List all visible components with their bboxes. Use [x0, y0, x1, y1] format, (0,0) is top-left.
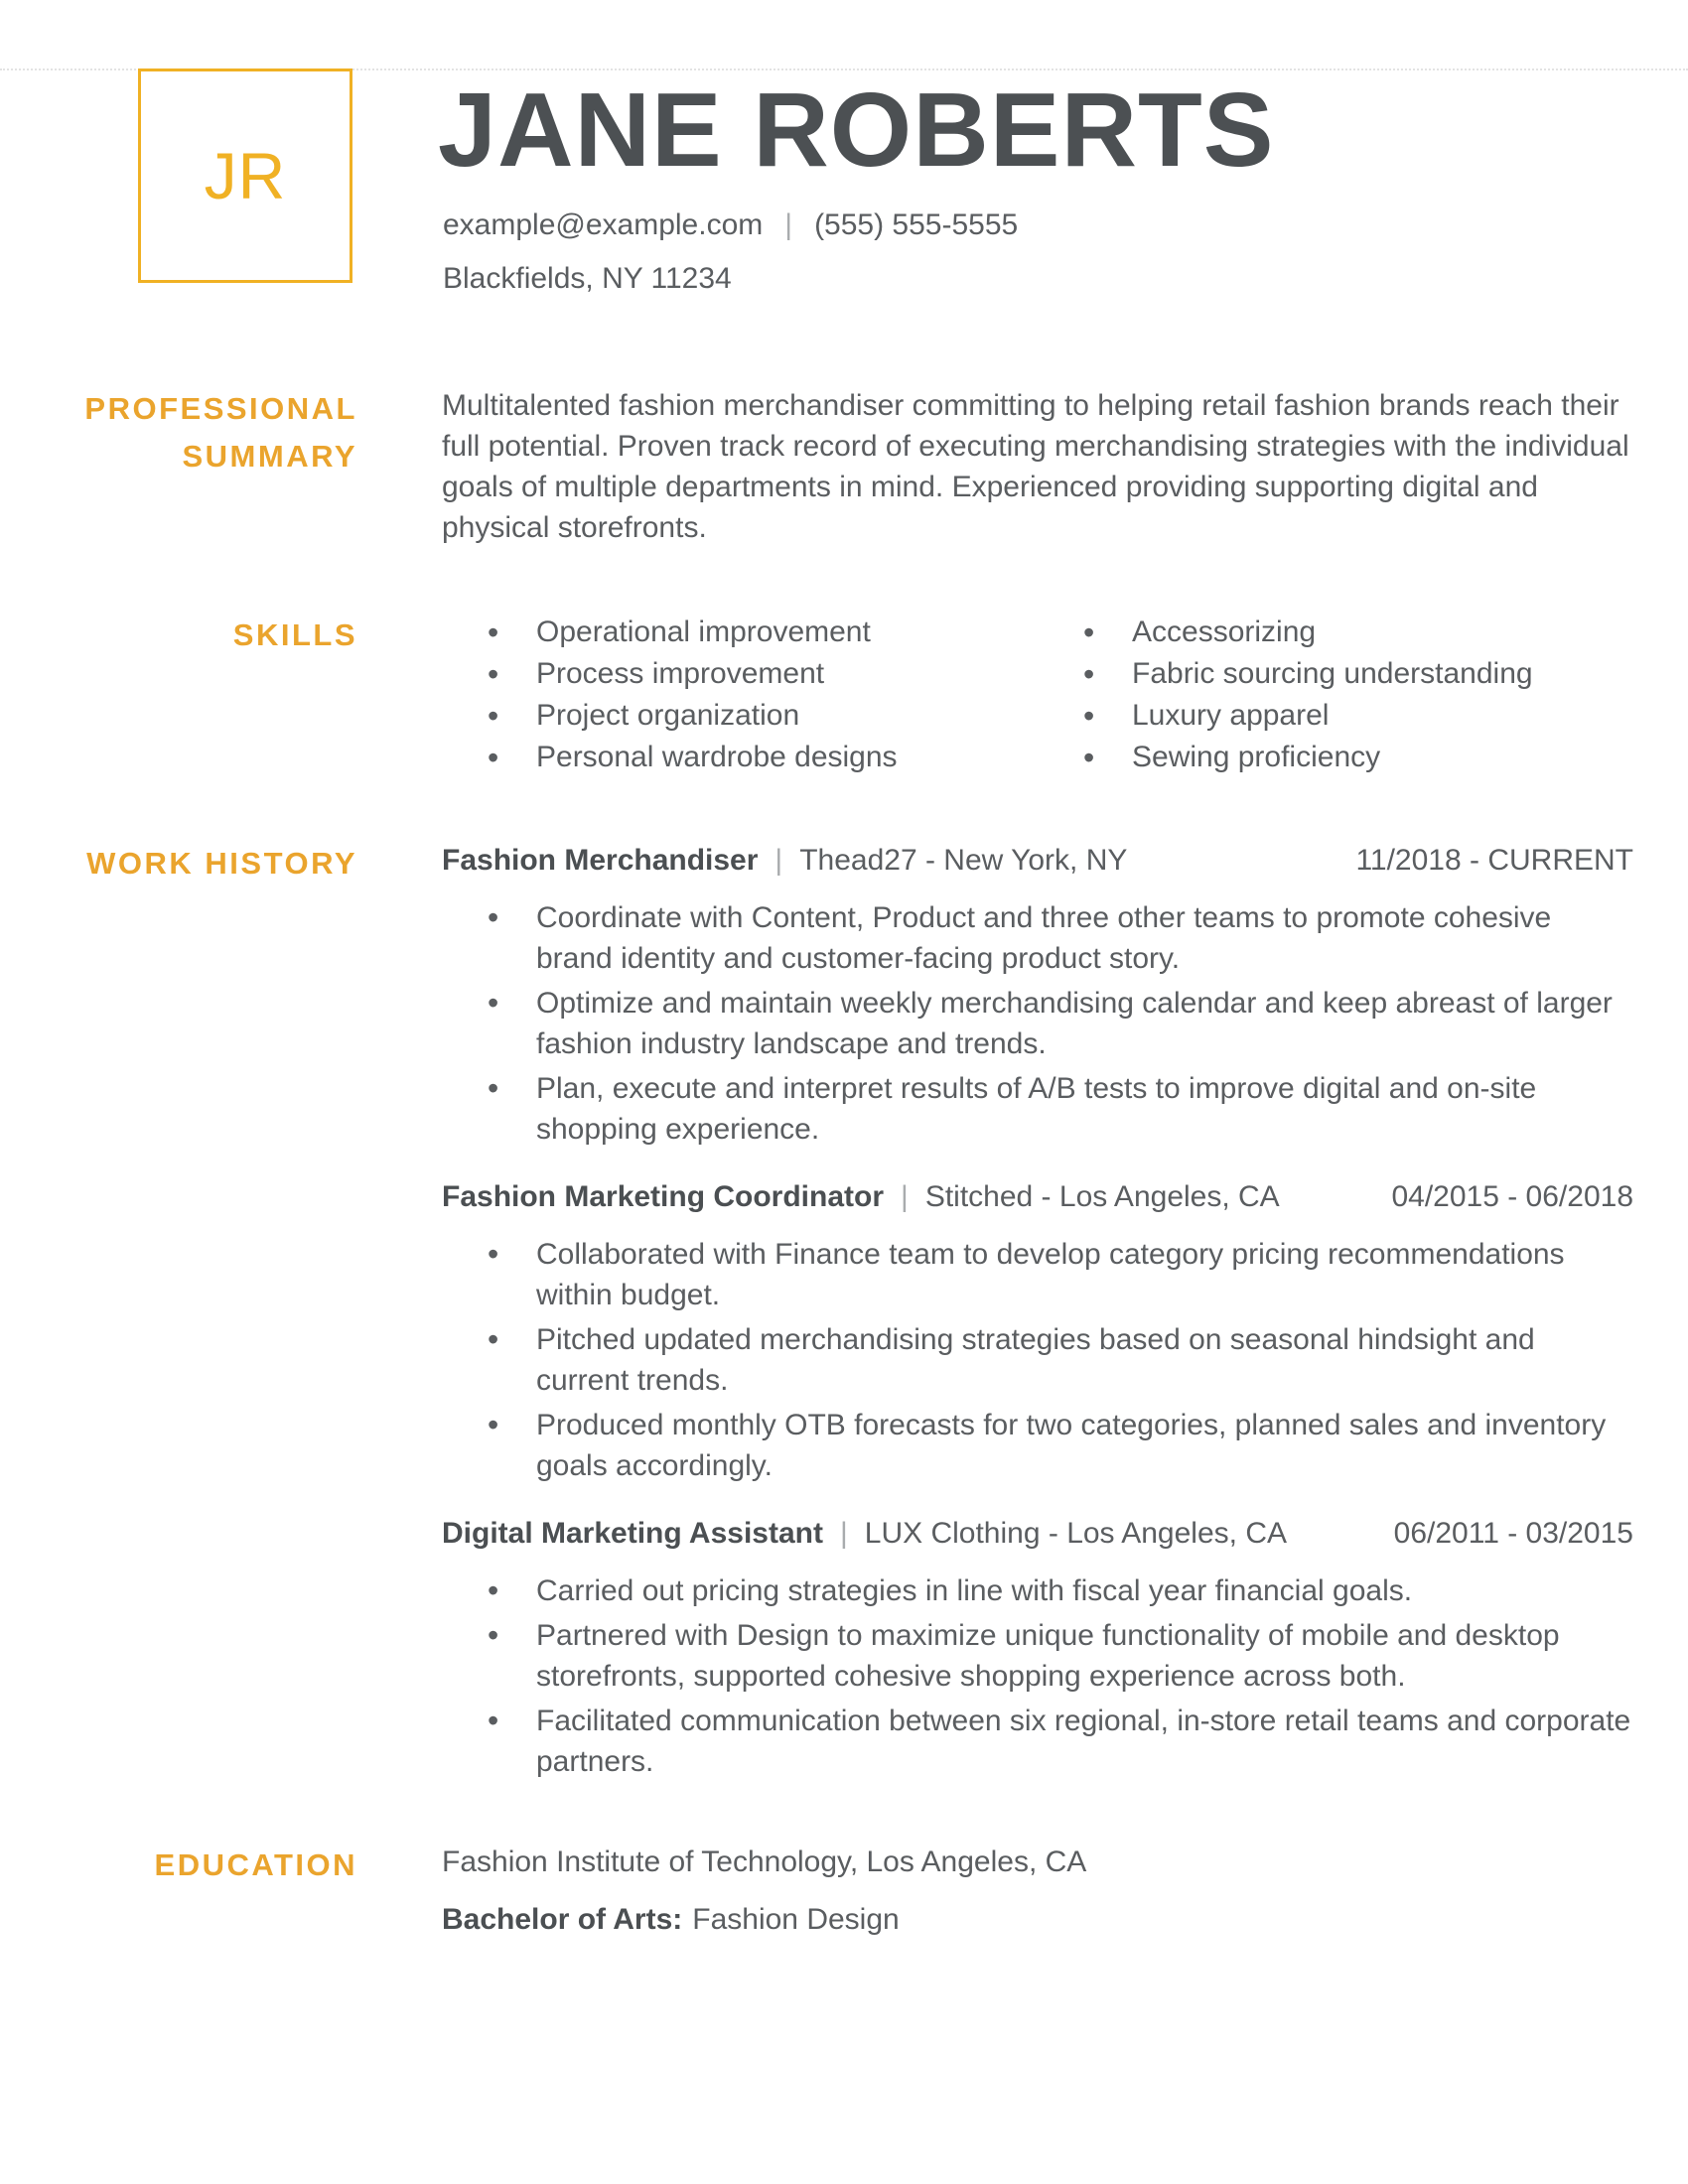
bullet-icon: •	[488, 1407, 499, 1442]
skill-item-text: Personal wardrobe designs	[536, 741, 898, 773]
bullet-icon: •	[488, 614, 499, 650]
job-title: Fashion Merchandiser	[442, 844, 759, 877]
bullet-icon: •	[488, 1617, 499, 1653]
job-bullet-text: Pitched updated merchandising strategies based on seasonal hindsight and current trends.	[536, 1323, 1535, 1397]
education-degree-line	[442, 1899, 1633, 1940]
job-title: Fashion Marketing Coordinator	[442, 1180, 885, 1213]
education-field: Fashion Design	[692, 1903, 900, 1936]
job-bullet-list	[442, 897, 1633, 1150]
job-dates: 04/2015 - 06/2018	[1391, 1180, 1633, 1213]
skills-column-1	[442, 612, 1038, 778]
job-bullet	[442, 1068, 1633, 1150]
job-bullet-text: Facilitated communication between six regional, in-store retail teams and corporate partners.	[536, 1705, 1631, 1778]
section-work-history	[0, 840, 1688, 1809]
job-entry	[442, 1176, 1633, 1486]
job-dates: 06/2011 - 03/2015	[1393, 1517, 1633, 1550]
job-header	[442, 840, 1633, 881]
skill-item-text: Process improvement	[536, 657, 825, 690]
job-bullet	[442, 983, 1633, 1064]
job-bullet	[442, 897, 1633, 979]
bullet-icon: •	[1083, 740, 1095, 775]
job-bullet-text: Optimize and maintain weekly merchandising calendar and keep abreast of larger fashion industry landscape and trends.	[536, 987, 1613, 1060]
section-label-skills: SKILLS	[232, 617, 357, 652]
bullet-icon: •	[488, 1236, 499, 1272]
education-school: Fashion Institute of Technology, Los Angeles, CA	[442, 1845, 1087, 1878]
bullet-icon: •	[488, 1070, 499, 1106]
education-content	[442, 1842, 1633, 1940]
skill-item-text: Sewing proficiency	[1132, 741, 1381, 773]
bullet-icon: •	[488, 656, 499, 692]
section-education	[0, 1842, 1688, 1940]
skill-item-text: Project organization	[536, 699, 800, 732]
skill-item	[1038, 737, 1633, 778]
section-professional-summary	[0, 385, 1688, 548]
section-label-education: EDUCATION	[154, 1847, 357, 1882]
bullet-icon: •	[1083, 614, 1095, 650]
skills-grid	[442, 612, 1633, 778]
job-separator: |	[839, 1517, 848, 1550]
job-bullet	[442, 1701, 1633, 1782]
bullet-icon: •	[1083, 656, 1095, 692]
bullet-icon: •	[488, 985, 499, 1021]
job-header	[442, 1513, 1633, 1554]
skill-item	[1038, 612, 1633, 653]
bullet-icon: •	[488, 740, 499, 775]
monogram-initials: JR	[204, 139, 287, 212]
monogram-box	[138, 68, 352, 283]
job-bullet	[442, 1405, 1633, 1486]
education-degree: Bachelor of Arts:	[442, 1903, 683, 1936]
job-company: Thead27 - New York, NY	[799, 844, 1128, 877]
job-header	[442, 1176, 1633, 1217]
job-bullet	[442, 1319, 1633, 1401]
job-dates: 11/2018 - CURRENT	[1355, 844, 1633, 877]
job-entry	[442, 840, 1633, 1150]
job-bullet-text: Collaborated with Finance team to develop category pricing recommendations within budget.	[536, 1238, 1565, 1311]
bullet-icon: •	[488, 899, 499, 935]
bullet-icon: •	[488, 1703, 499, 1738]
job-company: LUX Clothing - Los Angeles, CA	[864, 1517, 1287, 1550]
job-separator: |	[774, 844, 783, 877]
contact-line	[443, 208, 1018, 242]
phone-text: (555) 555-5555	[814, 208, 1019, 241]
job-bullet	[442, 1615, 1633, 1697]
job-bullet-text: Plan, execute and interpret results of A/B tests to improve digital and on-site shopping experience.	[536, 1072, 1537, 1146]
section-skills	[0, 612, 1688, 778]
job-list	[442, 840, 1633, 1809]
skill-item-text: Fabric sourcing understanding	[1132, 657, 1533, 690]
section-label-professional-summary: PROFESSIONAL SUMMARY	[84, 391, 357, 474]
job-bullet	[442, 1234, 1633, 1315]
bullet-icon: •	[488, 1572, 499, 1608]
contact-separator: |	[784, 208, 793, 241]
email-text: example@example.com	[443, 208, 764, 241]
job-bullet-list	[442, 1234, 1633, 1486]
skill-item	[442, 653, 1038, 695]
summary-text: Multitalented fashion merchandiser committing to helping retail fashion brands reach their full potential. Proven track record of executing merchandising strategies with the individual goals of multiple departments in mind. Experienced providing supporting digital and physical storefronts.	[442, 389, 1629, 544]
job-company: Stitched - Los Angeles, CA	[924, 1180, 1280, 1213]
skill-item	[442, 737, 1038, 778]
job-bullet-text: Produced monthly OTB forecasts for two categories, planned sales and inventory goals accordingly.	[536, 1409, 1607, 1482]
job-separator: |	[901, 1180, 909, 1213]
skill-item-text: Operational improvement	[536, 615, 871, 648]
job-bullet	[442, 1570, 1633, 1611]
skill-item	[442, 695, 1038, 737]
candidate-name: JANE ROBERTS	[438, 71, 1275, 189]
job-bullet-list	[442, 1570, 1633, 1782]
address-text: Blackfields, NY 11234	[443, 262, 732, 295]
bullet-icon: •	[488, 1321, 499, 1357]
section-label-work-history: WORK HISTORY	[86, 846, 357, 881]
skill-item-text: Accessorizing	[1132, 615, 1317, 648]
skills-column-2	[1038, 612, 1633, 778]
bullet-icon: •	[1083, 698, 1095, 734]
skill-item	[1038, 653, 1633, 695]
job-title: Digital Marketing Assistant	[442, 1517, 823, 1550]
job-entry	[442, 1513, 1633, 1782]
job-bullet-text: Partnered with Design to maximize unique functionality of mobile and desktop storefronts, supported cohesive shopping experience across both.	[536, 1619, 1560, 1693]
job-bullet-text: Coordinate with Content, Product and three other teams to promote cohesive brand identity and customer-facing product story.	[536, 901, 1552, 975]
skill-item-text: Luxury apparel	[1132, 699, 1330, 732]
job-bullet-text: Carried out pricing strategies in line with fiscal year financial goals.	[536, 1574, 1413, 1607]
skill-item	[442, 612, 1038, 653]
bullet-icon: •	[488, 698, 499, 734]
skill-item	[1038, 695, 1633, 737]
